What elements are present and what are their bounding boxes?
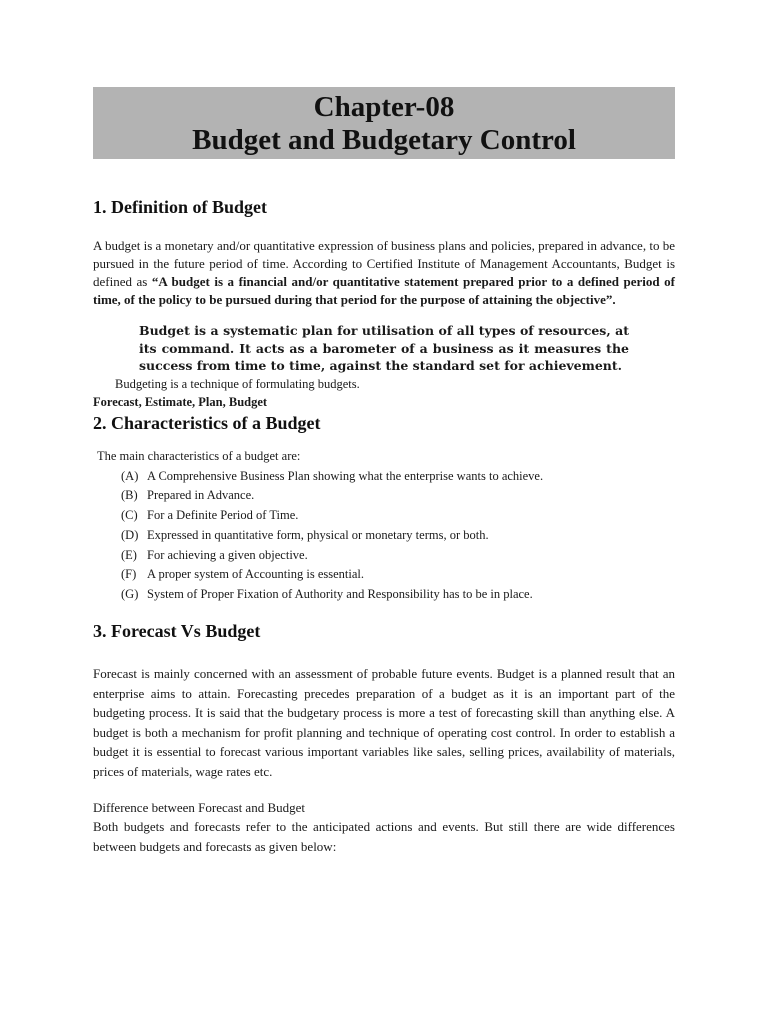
characteristics-intro: The main characteristics of a budget are: bbox=[97, 448, 301, 463]
definition-paragraph bbox=[93, 237, 675, 309]
document-page bbox=[93, 87, 675, 856]
list-marker: (G) bbox=[121, 587, 139, 602]
list-item-text: Prepared in Advance. bbox=[147, 488, 255, 503]
chapter-title: Budget and Budgetary Control bbox=[192, 124, 576, 156]
list-item bbox=[121, 506, 675, 526]
list-item bbox=[121, 546, 675, 566]
list-item-text: For achieving a given objective. bbox=[147, 547, 308, 562]
section-heading-characteristics: 2. Characteristics of a Budget bbox=[93, 412, 321, 433]
list-item-text: Expressed in quantitative form, physical or monetary terms, or both. bbox=[147, 527, 489, 542]
characteristics-list bbox=[121, 467, 675, 606]
list-item bbox=[121, 467, 675, 487]
section-heading-forecast-vs-budget: 3. Forecast Vs Budget bbox=[93, 621, 261, 642]
definition-text: A budget is a monetary and/or quantitative expression of business plans and policies, prepared in advance, to be pursued in the future period of time. According to Certified Institute of Management Accountants, Budget is defined as bbox=[93, 238, 675, 289]
list-item bbox=[121, 565, 675, 585]
difference-paragraph: Both budgets and forecasts refer to the anticipated actions and events. But still there are wide differences between budgets and forecasts as given below: bbox=[93, 819, 675, 854]
forecast-paragraph: Forecast is mainly concerned with an assessment of probable future events. Budget is a planned result that an enterprise aims to attain. Forecasting precedes preparation of a budget as it is an important part of the budgeting process. It is said that the budgetary process is more a test of forecasting skill than anything else. A budget is both a mechanism for profit planning and technique of operating cost control. In order to establish a budget it is essential to forecast various important variables like sales, selling prices, availability of materials, prices of materials, wage rates etc. bbox=[93, 666, 675, 779]
list-marker: (D) bbox=[121, 527, 139, 542]
list-item bbox=[121, 486, 675, 506]
budget-quote-block: Budget is a systematic plan for utilisation of all types of resources, at its command. It acts as a barometer of a business as it measures the success from time to time, against the standard set for achievement. bbox=[139, 323, 629, 373]
list-item-text: A proper system of Accounting is essential. bbox=[147, 567, 364, 582]
list-item-text: System of Proper Fixation of Authority and Responsibility has to be in place. bbox=[147, 587, 533, 602]
difference-title: Difference between Forecast and Budget bbox=[93, 800, 306, 816]
list-item-text: For a Definite Period of Time. bbox=[147, 508, 299, 523]
technique-line: Budgeting is a technique of formulating budgets. bbox=[115, 376, 360, 391]
list-item bbox=[121, 585, 675, 605]
list-marker: (C) bbox=[121, 508, 138, 523]
chapter-number: Chapter-08 bbox=[313, 91, 455, 123]
list-marker: (E) bbox=[121, 547, 137, 562]
definition-quote-bold: “A budget is a financial and/or quantitative statement prepared prior to a defined period of time, of the policy to be pursued during that period for the purpose of attaining the objective”. bbox=[93, 274, 675, 307]
list-marker: (A) bbox=[121, 468, 139, 483]
list-marker: (B) bbox=[121, 488, 138, 503]
list-item bbox=[121, 526, 675, 546]
chapter-banner bbox=[93, 87, 675, 159]
section-heading-definition: 1. Definition of Budget bbox=[93, 197, 268, 217]
list-item-text: A Comprehensive Business Plan showing what the enterprise wants to achieve. bbox=[147, 468, 544, 483]
list-marker: (F) bbox=[121, 567, 137, 582]
keywords-line: Forecast, Estimate, Plan, Budget bbox=[93, 394, 268, 409]
